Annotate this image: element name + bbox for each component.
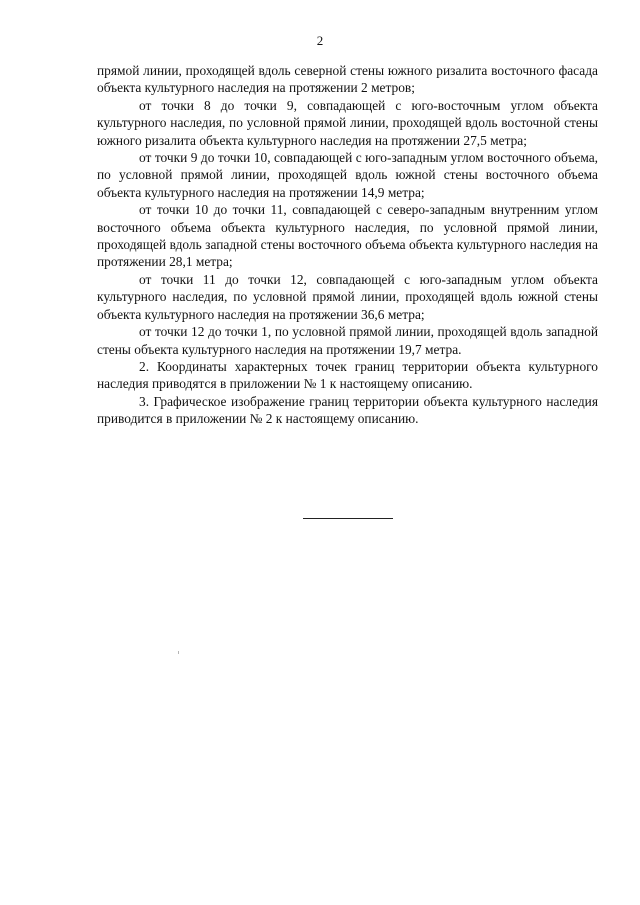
page-number: 2: [316, 33, 324, 48]
paragraph-segment-12-1: от точки 12 до точки 1, по условной прямой линии, проходящей вдоль западной стены объекта культурного наследия на протяжении 19,7 метра.: [97, 324, 598, 357]
paragraph-segment-10-11: от точки 10 до точки 11, совпадающей с северо-западным внутренним углом восточного объема объекта культурного наследия, по условной прямой линии, проходящей вдоль западной стены восточного объема объекта культурного наследия на протяжении 28,1 метра;: [97, 202, 598, 270]
paragraph-segment-8-9: от точки 8 до точки 9, совпадающей с юго-восточным углом объекта культурного наследия, по условной прямой линии, проходящей вдоль восточной стены южного ризалита объекта культурного наследия на протяжении 27,5 метра;: [97, 97, 598, 148]
paragraph-item-2: 2. Координаты характерных точек границ территории объекта культурного наследия приводятся в приложении № 1 к настоящему описанию.: [97, 358, 598, 392]
paragraph-segment-9-10: от точки 9 до точки 10, совпадающей с юго-западным углом восточного объема, по условной прямой линии, проходящей вдоль южной стены восточного объема объекта культурного наследия на протяжении 14,9 метра;: [97, 150, 598, 200]
paragraph-continuation: прямой линии, проходящей вдоль северной стены южного ризалита восточного фасада объекта культурного наследия на протяжении 2 метров;: [97, 63, 598, 96]
paragraph-item-3: 3. Графическое изображение границ территории объекта культурного наследия приводится в приложении № 2 к настоящему описанию.: [97, 393, 598, 427]
paragraph-segment-11-12: от точки 11 до точки 12, совпадающей с юго-западным углом объекта культурного наследия, по условной прямой линии, проходящей вдоль южной стены объекта культурного наследия на протяжении 36,6 метра;: [97, 271, 598, 322]
scan-speck: [178, 651, 179, 654]
document-body: [97, 62, 598, 428]
end-separator-line: [303, 518, 393, 519]
